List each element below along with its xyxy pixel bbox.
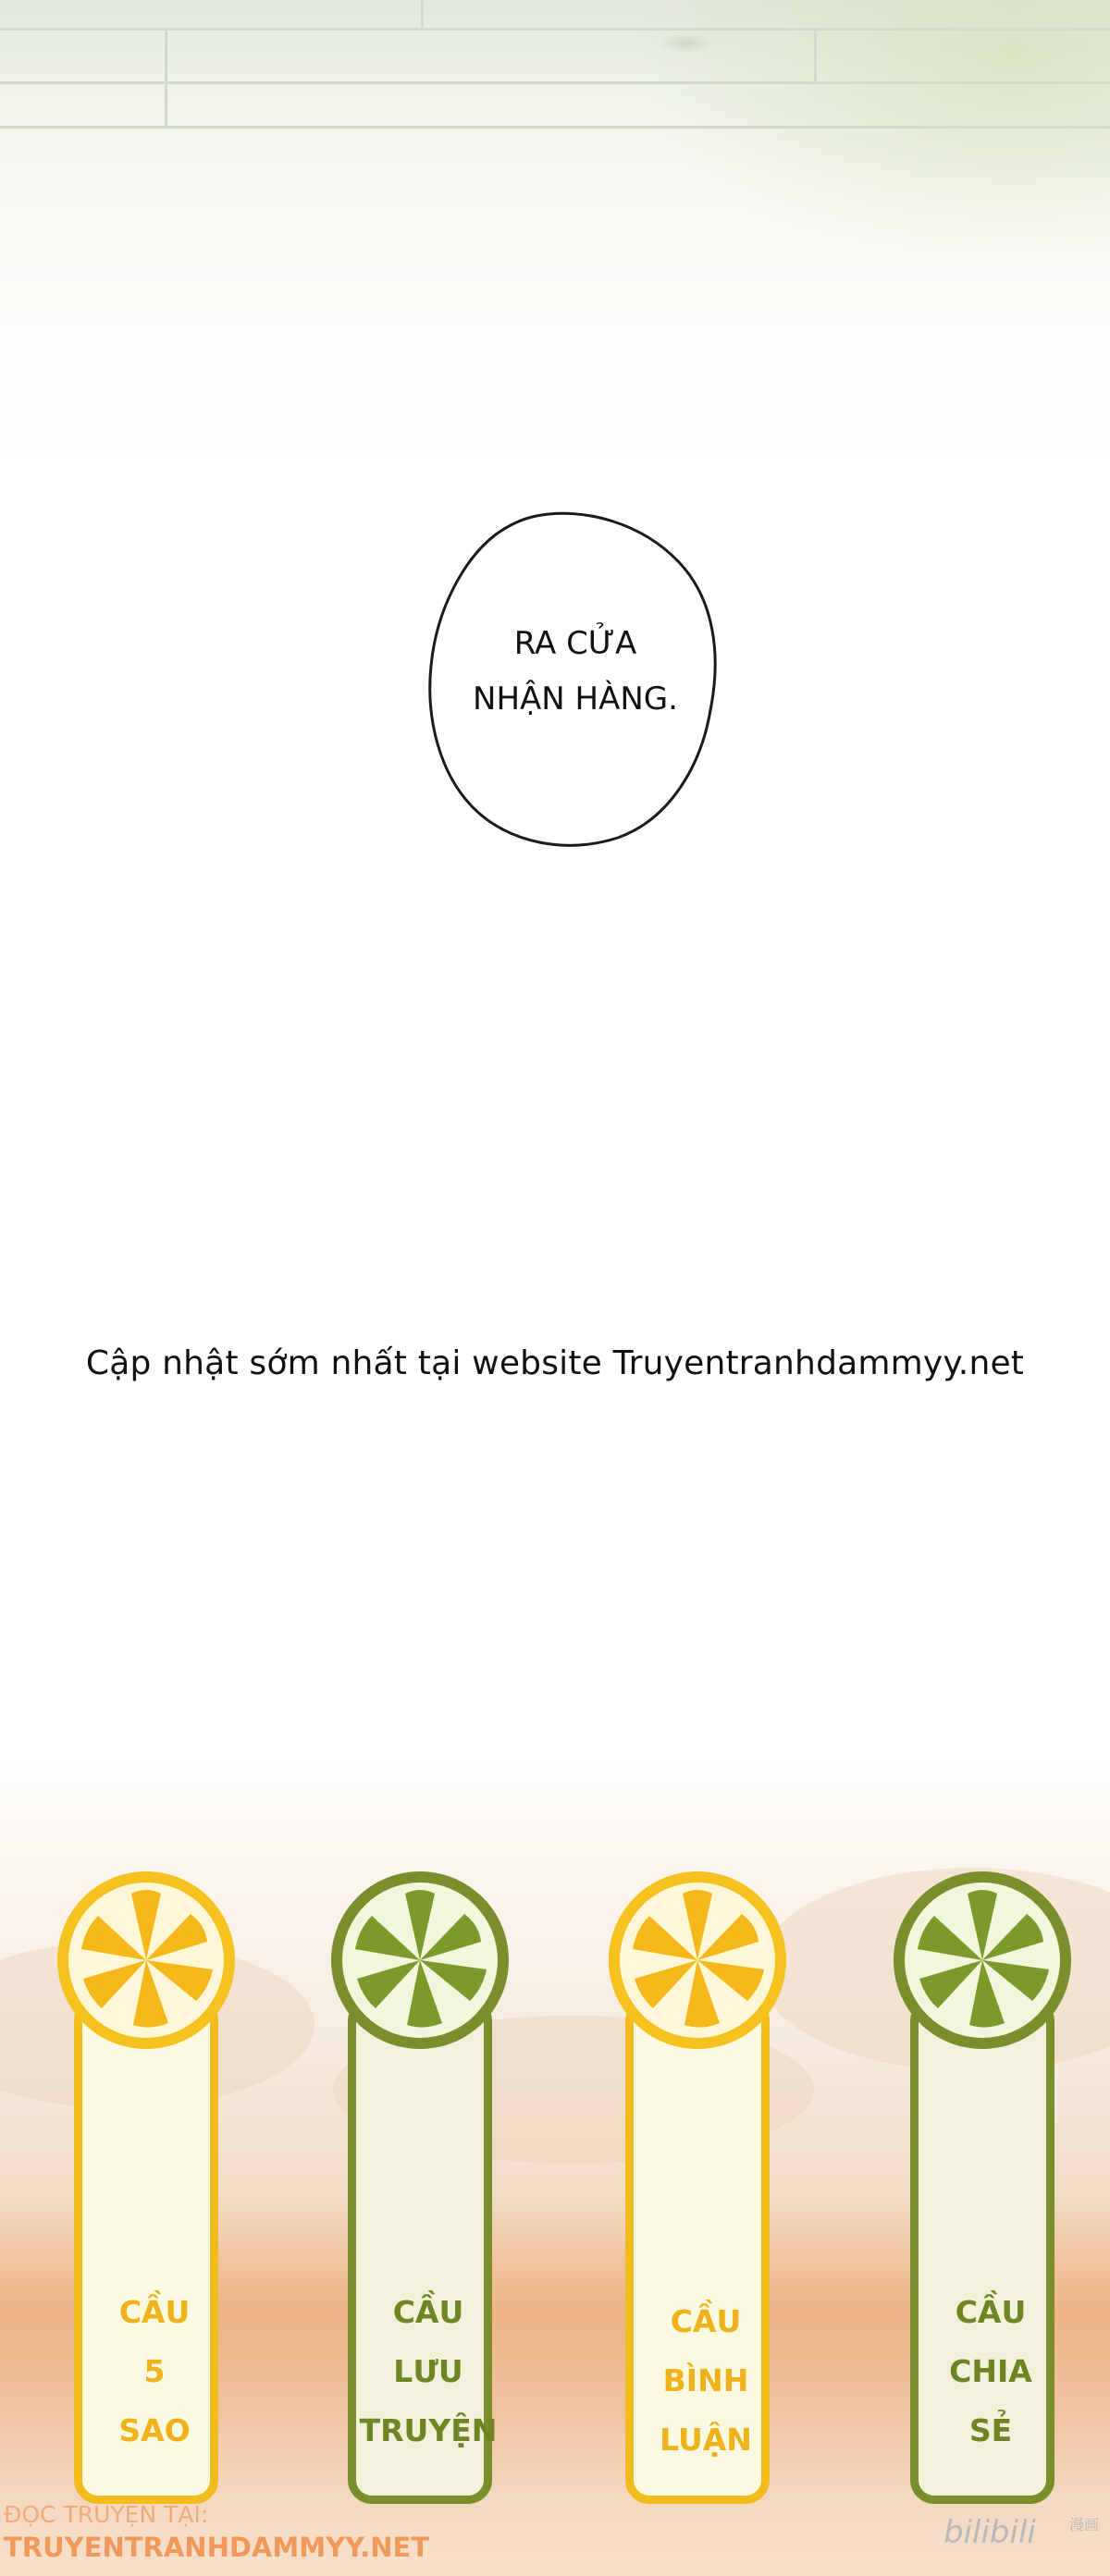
card-label-line: CẦU — [955, 2294, 1027, 2330]
lemon-slice-icon — [54, 1868, 239, 2053]
card-label-line: SAO — [118, 2412, 191, 2448]
logo-subtext: 漫画 — [1069, 2516, 1100, 2533]
card-label — [82, 2283, 227, 2460]
card-body — [625, 1997, 770, 2504]
logo-text: bilibili — [944, 2514, 1036, 2551]
wall-line — [421, 0, 424, 28]
wall-line — [0, 126, 1110, 129]
speech-bubble — [427, 507, 723, 849]
card-label-line: BÌNH — [662, 2362, 749, 2398]
card-body — [74, 1997, 218, 2504]
card-label-line: CẦU — [670, 2303, 742, 2339]
share-card[interactable] — [890, 1868, 1075, 2515]
card-label — [634, 2292, 778, 2470]
wall-background — [0, 0, 1110, 481]
card-label-line: SẺ — [968, 2412, 1013, 2448]
save-story-card[interactable] — [327, 1868, 512, 2515]
lemon-slice-icon — [605, 1868, 790, 2053]
card-label — [919, 2283, 1063, 2460]
watermark-line-2: TRUYENTRANHDAMMYY.NET — [4, 2532, 430, 2563]
wall-line — [814, 28, 817, 81]
speech-line-2: NHẬN HÀNG. — [473, 681, 678, 718]
card-label-line: LƯU — [393, 2353, 463, 2389]
lime-slice-icon — [890, 1868, 1075, 2053]
card-label-line: CẦU — [392, 2294, 464, 2330]
site-watermark — [4, 2499, 429, 2564]
watermark-line-1: ĐỌC TRUYỆN TẠI: — [4, 2501, 209, 2528]
card-label-line: CHIA — [949, 2353, 1032, 2389]
card-label-line: LUẬN — [660, 2422, 752, 2458]
speech-text — [427, 616, 723, 727]
card-body — [910, 1997, 1054, 2504]
comment-card[interactable] — [605, 1868, 790, 2515]
lime-slice-icon — [327, 1868, 512, 2053]
card-label-line: TRUYỆN — [359, 2412, 498, 2448]
website-banner: Cập nhật sớm nhất tại website Truyentranhdammyy.net — [85, 1344, 1025, 1382]
ceiling-light — [659, 33, 714, 54]
bilibili-logo-icon — [944, 2504, 1101, 2559]
wall-line — [165, 28, 167, 126]
card-body — [348, 1997, 498, 2504]
speech-line-1: RA CỬA — [513, 625, 637, 662]
card-label-line: 5 — [143, 2353, 166, 2389]
card-label-line: CẦU — [118, 2294, 191, 2330]
rate-5-stars-card[interactable] — [54, 1868, 239, 2515]
card-label — [356, 2283, 500, 2460]
